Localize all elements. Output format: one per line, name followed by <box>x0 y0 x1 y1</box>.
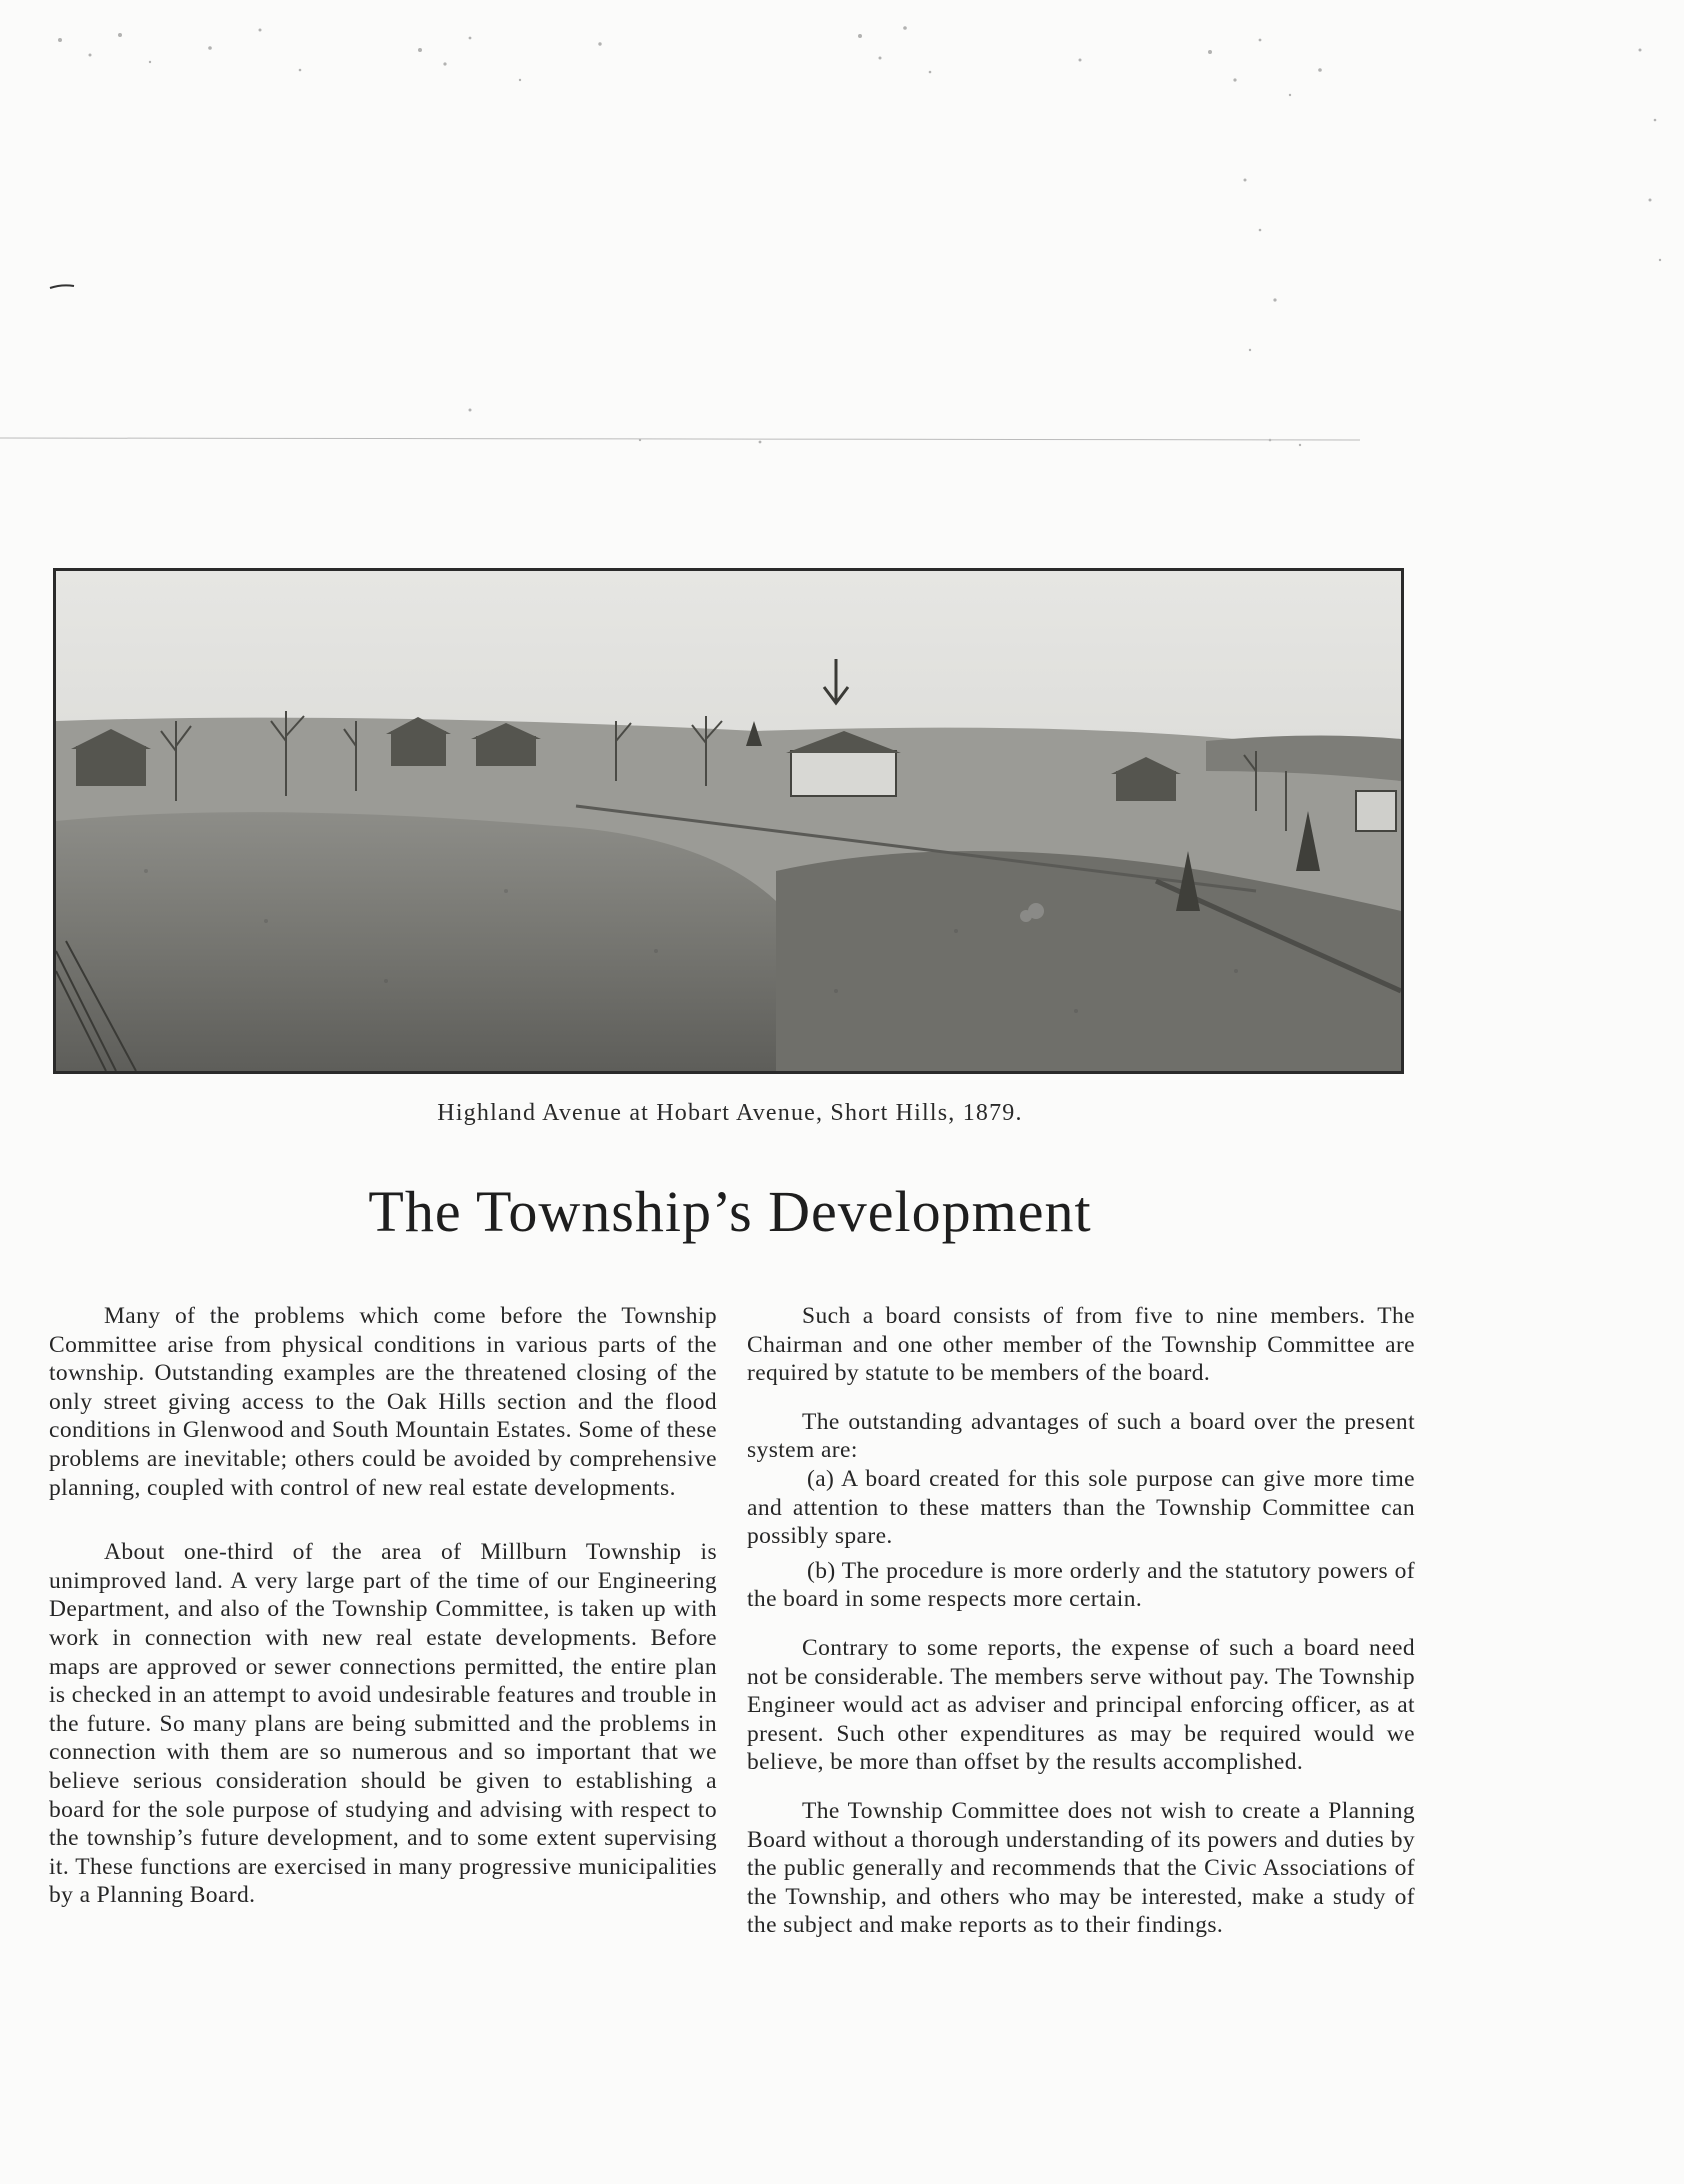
paragraph: Contrary to some reports, the expense of such a board need not be considerable. The members serve without pay. The Township Engineer would act as adviser and principal enforcing officer, as at present. Such other expenditures as may be required would we believe, be more than offset by the results accomplished. <box>747 1634 1415 1776</box>
paragraph: Many of the problems which come before the Township Committee arise from physical conditions in various parts of the township. Outstanding examples are the threatened closing of the only street giving access to the Oak Hills section and the flood conditions in Glenwood and South Mountain Estates. Some of these problems are inevitable; others could be avoided by comprehensive planning, coupled with control of new real estate developments. <box>49 1303 717 1501</box>
page-title: The Township’s Development <box>368 1179 1092 1244</box>
paragraph: The outstanding advantages of such a board over the present system are: <box>747 1408 1415 1464</box>
landscape-illustration <box>56 571 1401 1071</box>
photo-caption: Highland Avenue at Hobart Avenue, Short Hills, 1879. <box>437 1100 1023 1126</box>
list-item: (b) The procedure is more orderly and the statutory powers of the board in some respects more certain. <box>747 1557 1415 1613</box>
list-item: (a) A board created for this sole purpose can give more time and attention to these matters than the Township Committee can possibly spare. <box>747 1465 1415 1550</box>
paragraph: About one-third of the area of Millburn Township is unimproved land. A very large part of the time of our Engineering Department, and also of the Township Committee, is taken up with work in connection with new real estate developments. Before maps are approved or sewer connections permitted, the entire plan is checked in an attempt to avoid undesirable features and trouble in the future. So many plans are being submitted and the problems in connection with them are so numerous and so important that we believe serious consideration should be given to establishing a board for the sole purpose of studying and advising with respect to the township’s future development, and to some extent supervising it. These functions are exercised in many progressive municipalities by a Planning Board. <box>49 1539 717 1909</box>
left-column <box>49 1302 717 1910</box>
right-column <box>747 1302 1415 1940</box>
paragraph: The Township Committee does not wish to create a Planning Board without a thorough understanding of its powers and duties by the public generally and recommends that the Civic Associations of the Township, and others who may be interested, make a study of the subject and make reports as to their findings. <box>747 1797 1415 1939</box>
scan-speckle <box>0 0 1684 470</box>
historic-photograph <box>53 568 1404 1074</box>
paragraph: Such a board consists of from five to nine members. The Chairman and one other member of the Township Committee are required by statute to be members of the board. <box>747 1303 1415 1387</box>
